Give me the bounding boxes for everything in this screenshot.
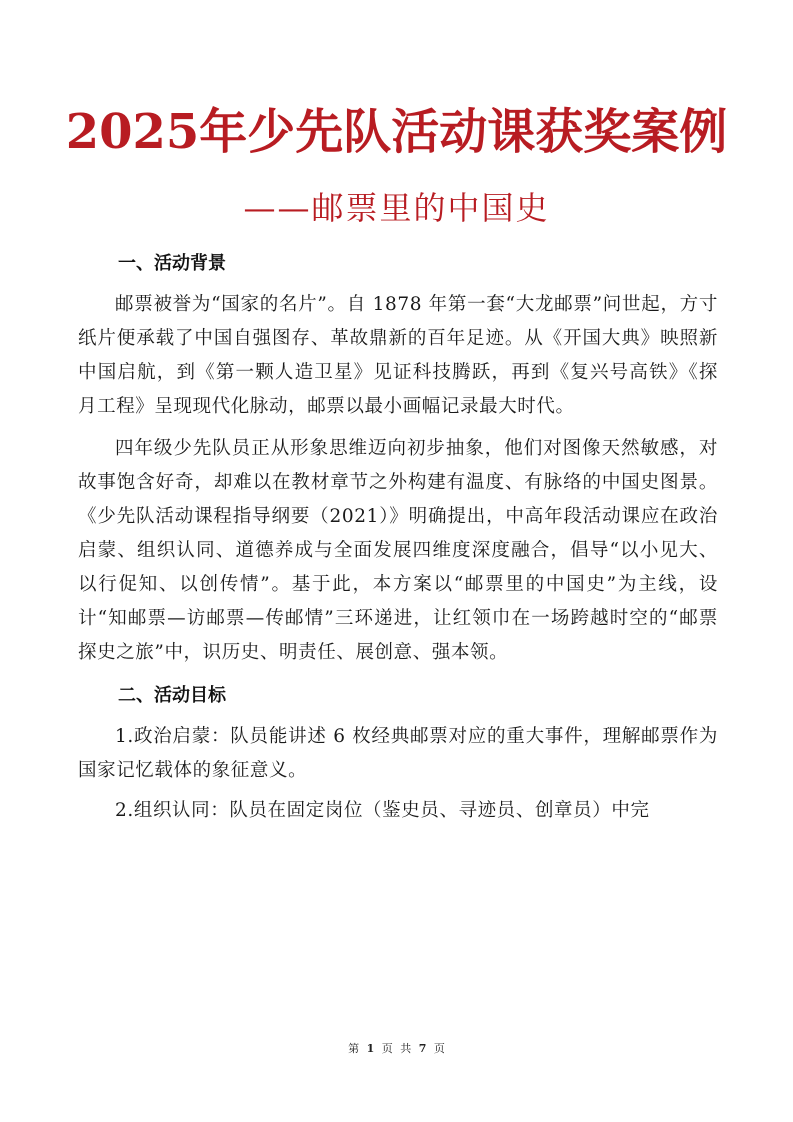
footer-suffix: 页	[433, 1042, 445, 1055]
section-heading-background: 一、活动背景	[118, 253, 226, 274]
page-footer	[0, 1041, 793, 1057]
footer-middle: 页 共	[381, 1042, 412, 1055]
document-body	[78, 246, 718, 834]
paragraph-goal-2: 2.组织认同：队员在固定岗位（鉴史员、寻迹员、创章员）中完	[115, 800, 650, 821]
footer-page-number: 1	[366, 1042, 375, 1055]
section-heading-goals: 二、活动目标	[118, 685, 226, 706]
paragraph-background-1: 邮票被誉为“国家的名片”。自 1878 年第一套“大龙邮票”问世起，方寸纸片便承载了中国自强图存、革故鼎新的百年足迹。从《开国大典》映照新中国启航，到《第一颗人造卫星》见证科技腾跃，再到《复兴号高铁》《探月工程》呈现现代化脉动，邮票以最小画幅记录最大时代。	[78, 294, 718, 417]
paragraph-goal-1: 1.政治启蒙：队员能讲述 6 枚经典邮票对应的重大事件，理解邮票作为国家记忆载体的象征意义。	[78, 726, 718, 781]
document-subtitle: ——邮票里的中国史	[243, 189, 550, 227]
document-title: 2025年少先队活动课获奖案例	[65, 104, 728, 160]
paragraph-background-2: 四年级少先队员正从形象思维迈向初步抽象，他们对图像天然敏感，对故事饱含好奇，却难以在教材章节之外构建有温度、有脉络的中国史图景。《少先队活动课程指导纲要（2021）》明确提出，中高年段活动课应在政治启蒙、组织认同、道德养成与全面发展四维度深度融合，倡导“以小见大、以行促知、以创传情”。基于此，本方案以“邮票里的中国史”为主线，设计“知邮票—访邮票—传邮情”三环递进，让红领巾在一场跨越时空的“邮票探史之旅”中，识历史、明责任、展创意、强本领。	[78, 438, 718, 663]
footer-total-pages: 7	[418, 1042, 427, 1055]
footer-prefix: 第	[348, 1042, 360, 1055]
